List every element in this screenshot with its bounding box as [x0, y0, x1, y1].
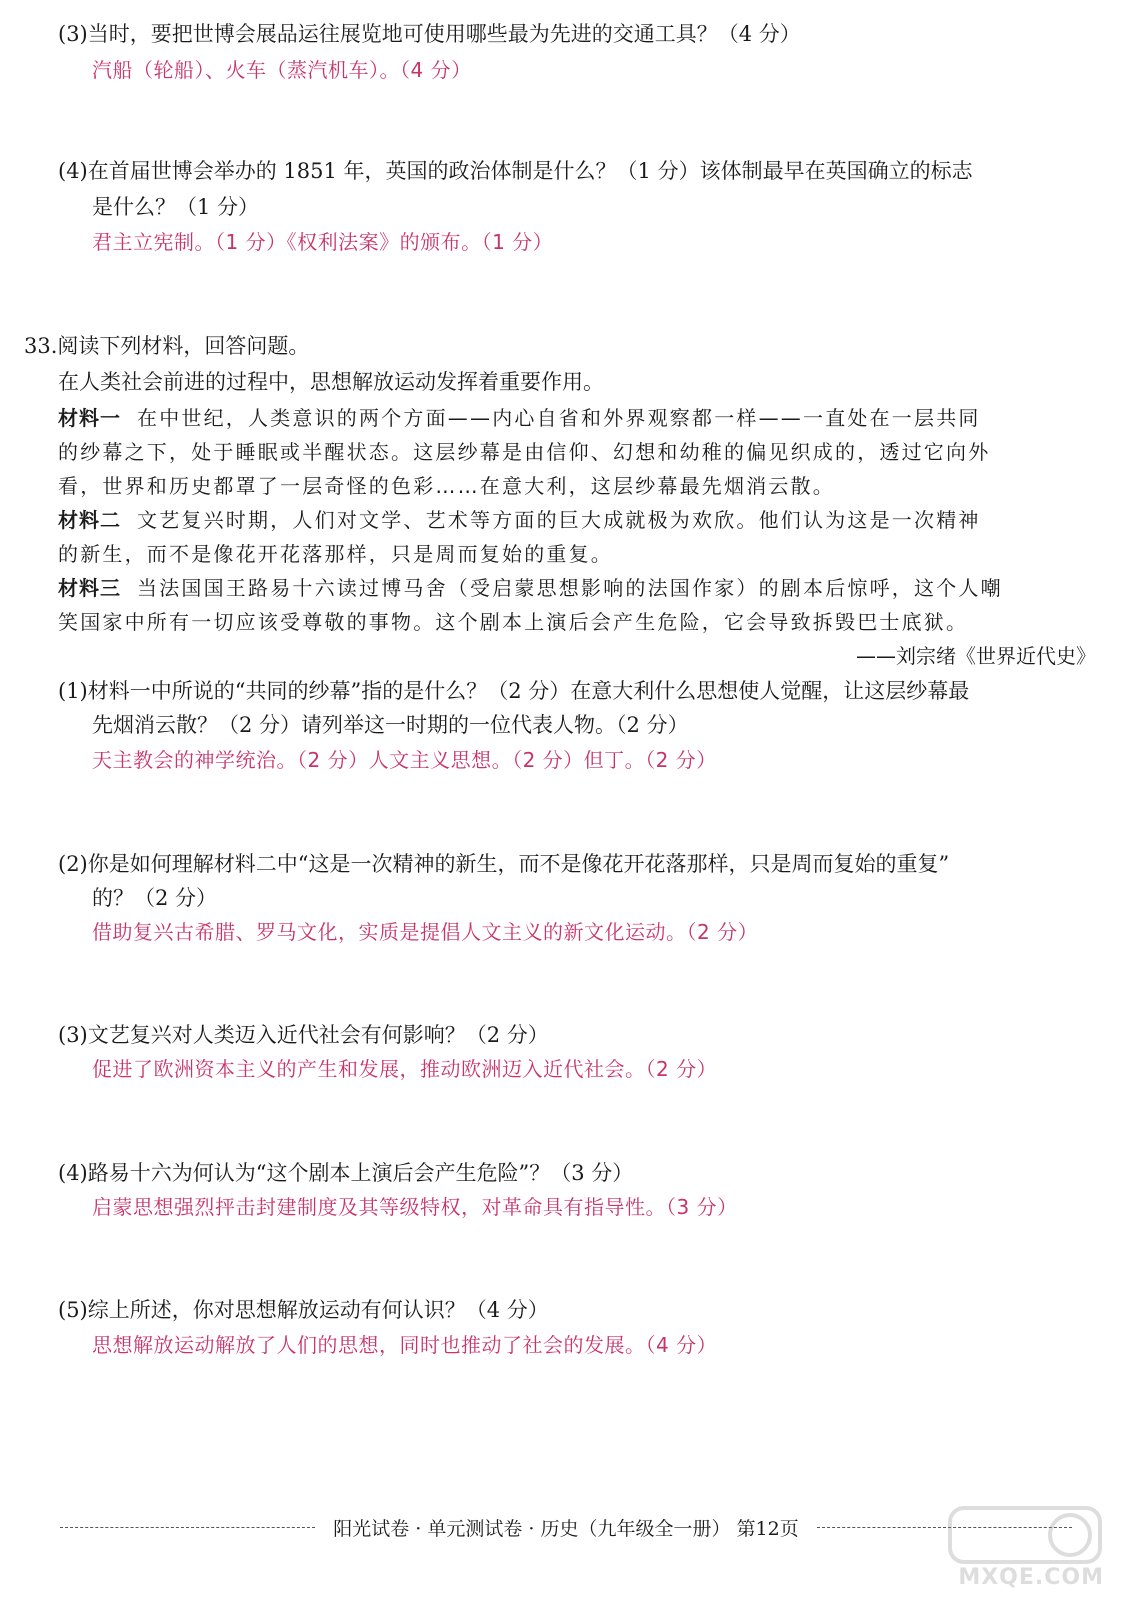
q33-title: 33.阅读下列材料，回答问题。: [24, 334, 310, 358]
material1-text1: 在中世纪，人类意识的两个方面——内心自省和外界观察都一样——一直处在一层共同: [137, 406, 981, 430]
material3-line2: 笑国家中所有一切应该受尊敬的事物。这个剧本上演后会产生危险，它会导致拆毁巴士底狱。: [58, 610, 969, 634]
q4-question-line2: 是什么？（1 分）: [92, 195, 260, 219]
material2-label: 材料二: [58, 508, 121, 532]
q3-question: (3)当时，要把世博会展品运往展览地可使用哪些最为先进的交通工具？（4 分）: [58, 22, 801, 46]
footer-divider-left: [60, 1527, 315, 1528]
material1-line3: 看，世界和历史都罩了一层奇怪的色彩……在意大利，这层纱幕最先烟消云散。: [58, 474, 835, 498]
material3-line1: [58, 573, 1003, 603]
material3-text1: 当法国国王路易十六读过博马舍（受启蒙思想影响的法国作家）的剧本后惊呼，这个人嘲: [137, 576, 1003, 600]
sub2-question-line2: 的？（2 分）: [92, 886, 218, 910]
material1-label: 材料一: [58, 406, 121, 430]
sub1-question-line2: 先烟消云散？（2 分）请列举这一时期的一位代表人物。（2 分）: [92, 713, 689, 737]
sub1-question-line1: (1)材料一中所说的“共同的纱幕”指的是什么？（2 分）在意大利什么思想使人觉醒，让这层纱幕最: [58, 679, 970, 703]
material2-text1: 文艺复兴时期，人们对文学、艺术等方面的巨大成就极为欢欣。他们认为这是一次精神: [137, 508, 981, 532]
page-footer: [60, 1512, 1072, 1542]
sub3-answer: 促进了欧洲资本主义的产生和发展，推动欧洲迈入近代社会。（2 分）: [92, 1057, 718, 1081]
sub5-question: (5)综上所述，你对思想解放运动有何认识？（4 分）: [58, 1298, 549, 1322]
watermark-badge-icon: [940, 1500, 1110, 1570]
material1-line2: 的纱幕之下，处于睡眠或半醒状态。这层纱幕是由信仰、幻想和幼稚的偏见织成的，透过它向外: [58, 440, 991, 464]
q33-intro: 在人类社会前进的过程中，思想解放运动发挥着重要作用。: [58, 370, 604, 394]
material2-line1: [58, 505, 981, 535]
material-source: ——刘宗绪《世界近代史》: [856, 644, 1096, 668]
material3-label: 材料三: [58, 576, 121, 600]
footer-text: 阳光试卷 · 单元测试卷 · 历史（九年级全一册） 第12页: [333, 1517, 799, 1540]
q3-answer: 汽船（轮船）、火车（蒸汽机车）。（4 分）: [92, 58, 472, 82]
sub3-question: (3)文艺复兴对人类迈入近代社会有何影响？（2 分）: [58, 1023, 549, 1047]
sub1-answer: 天主教会的神学统治。（2 分）人文主义思想。（2 分）但丁。（2 分）: [92, 748, 717, 772]
sub4-question: (4)路易十六为何认为“这个剧本上演后会产生危险”？（3 分）: [58, 1161, 634, 1185]
q4-answer: 君主立宪制。（1 分）《权利法案》的颁布。（1 分）: [92, 230, 554, 254]
material2-line2: 的新生，而不是像花开花落那样，只是周而复始的重复。: [58, 542, 613, 566]
sub4-answer: 启蒙思想强烈抨击封建制度及其等级特权，对革命具有指导性。（3 分）: [92, 1195, 738, 1219]
sub2-question-line1: (2)你是如何理解材料二中“这是一次精神的新生，而不是像花开花落那样，只是周而复始的重复”: [58, 852, 950, 876]
watermark-logo: [940, 1500, 1110, 1592]
q4-question-line1: (4)在首届世博会举办的 1851 年，英国的政治体制是什么？（1 分）该体制最早在英国确立的标志: [58, 159, 973, 183]
watermark-text: MXQE.COM: [958, 1565, 1104, 1590]
material1-line1: [58, 403, 981, 433]
sub5-answer: 思想解放运动解放了人们的思想，同时也推动了社会的发展。（4 分）: [92, 1333, 718, 1357]
sub2-answer: 借助复兴古希腊、罗马文化，实质是提倡人文主义的新文化运动。（2 分）: [92, 920, 759, 944]
